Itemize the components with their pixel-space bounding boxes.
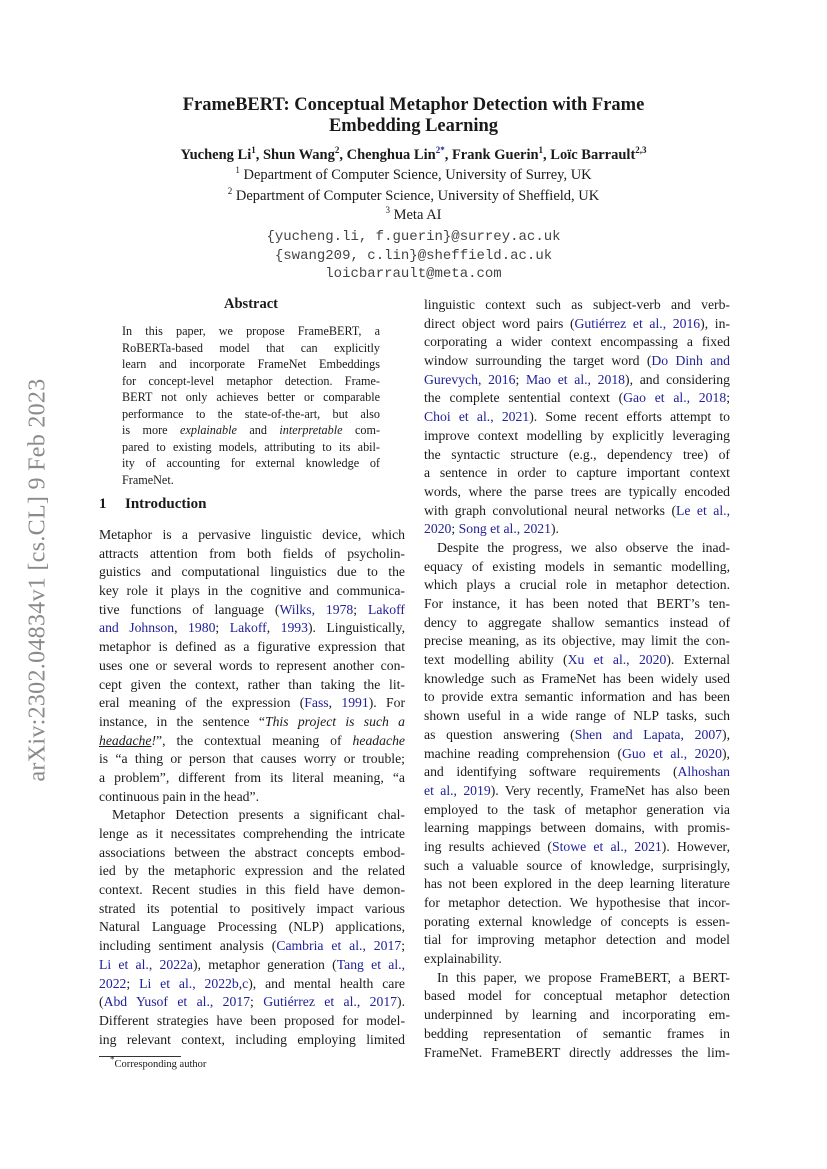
section-heading	[99, 496, 206, 513]
emphasis-text: headache	[352, 732, 405, 748]
title-line: FrameBERT: Conceptual Metaphor Detection with Frame	[182, 95, 645, 115]
citation-link[interactable]: Cambria et al., 2017	[276, 938, 402, 954]
text-line: cept given the context, rather than taking the lit-	[99, 676, 405, 692]
text-line: FrameNet. FrameBERT directly addresses the lim-	[424, 1044, 730, 1060]
text-line: FrameNet.	[122, 472, 174, 487]
left-column	[99, 526, 405, 1049]
citation-link[interactable]: Song et al., 2021	[458, 521, 551, 537]
text-line: context. Recent studies in this field have demon-	[99, 882, 405, 898]
text-line: For instance, it has been noted that BERT’s ten-	[424, 596, 730, 611]
text-line: a problem”, different from its literal meaning, “a	[99, 769, 405, 785]
citation-link[interactable]: 1991	[341, 695, 369, 711]
citation-link[interactable]: Gao et al., 2018	[623, 390, 727, 406]
text-line: et al., 2019). Very recently, FrameNet has also been	[424, 782, 730, 798]
text-line: In this paper, we propose FrameBERT, a BERT-	[437, 969, 730, 985]
text-line: the syntactic structure (e.g., dependency tree) of	[424, 446, 730, 462]
text-line: employed to the task of metaphor generation via	[424, 801, 730, 817]
text-line: In this paper, we propose FrameBERT, a	[122, 324, 380, 338]
citation-link[interactable]: Lakoff	[229, 620, 267, 636]
text-line: Choi et al., 2021). Some recent efforts attempt to	[424, 409, 730, 425]
emphasis-text: interpretable	[279, 423, 343, 437]
text-line: equacy of existing models in semantic modelling,	[424, 558, 730, 574]
footnote-mark: *	[110, 1054, 115, 1065]
text-line: based model for conceptual metaphor detection	[424, 988, 730, 1004]
author: Frank Guerin$^1$	[451, 145, 544, 163]
citation-link[interactable]: Stowe et al., 2021	[552, 838, 662, 854]
citation-link[interactable]: and Johnson	[99, 620, 175, 636]
text-line: ing results achieved (Stowe et al., 2021). However,	[424, 838, 730, 854]
text-line: for concept-level metaphor detection. Frame-	[122, 373, 380, 388]
text-line: BERT not only achieves better or comparable	[122, 390, 380, 404]
text-line: 2022; Li et al., 2022b,c), and mental health care	[99, 975, 406, 991]
text-line: is more explainable and interpretable com-	[122, 423, 380, 437]
email-1: {yucheng.li, f.guerin}@surrey.ac.uk	[266, 229, 561, 245]
text-line: ity of accounting for external knowledge of	[122, 456, 380, 470]
citation-link[interactable]: Shen and Lapata, 2007	[574, 726, 723, 742]
citation-link[interactable]: Guo et al., 2020	[622, 745, 722, 761]
affiliation-mark: 1	[235, 165, 240, 176]
text-line: metaphor is defined as a figurative expression that	[99, 639, 405, 655]
text-line: key role it plays in the cognitive and communica-	[99, 583, 405, 599]
abstract-heading: Abstract	[224, 296, 278, 312]
text-line: machine reading comprehension (Guo et al., 2020),	[424, 745, 730, 761]
text-line: associations between the abstract concepts embod-	[99, 844, 405, 860]
right-column	[424, 296, 730, 1062]
author: Chenghua Lin$^{2*}$	[346, 145, 445, 163]
text-line: has not been explored in the deep learning literature	[424, 876, 730, 892]
citation-link[interactable]: Mao et al., 2018	[525, 371, 626, 387]
affiliation-3	[0, 205, 827, 225]
author-affiliation-mark: 2	[334, 145, 340, 156]
affiliation-2	[0, 186, 827, 206]
author: Shun Wang$^2$	[262, 145, 340, 163]
text-line: knowledge such as FrameNet has been widely used	[424, 670, 730, 686]
email-2: {swang209, c.lin}@sheffield.ac.uk	[274, 248, 553, 264]
affiliation-1	[0, 165, 827, 185]
text-line: a sentence in order to capture important context	[424, 465, 730, 481]
text-line: the complete sentential context (Gao et al., 2018;	[424, 390, 730, 406]
text-line: linguistic context such as subject-verb and verb-	[424, 297, 730, 312]
text-line: dency to aggregate shallow semantics instead of	[424, 614, 730, 630]
citation-link[interactable]: et al., 2019	[424, 782, 491, 798]
text-line: for metaphor detection. We hypothesise that incor-	[424, 895, 730, 910]
author-affiliation-mark: 1	[251, 145, 256, 156]
text-line: attracts attention from both fields of psycholin-	[99, 545, 405, 561]
text-line: tive functions of language (Wilks, 1978; Lakoff	[99, 601, 405, 617]
text-line: words, where the parse trees are typically encoded	[424, 483, 730, 499]
text-line: as question answering (Shen and Lapata, 2007),	[424, 726, 730, 742]
emphasis-text: !	[151, 732, 157, 748]
text-line: including sentiment analysis (Cambria et al., 2017;	[99, 938, 405, 954]
text-line: tial for improving metaphor detection and model	[424, 932, 730, 948]
citation-link[interactable]: Choi et al., 2021	[424, 409, 530, 425]
text-line: precise meaning, as its objective, may limit the con-	[424, 633, 730, 649]
text-line: direct object word pairs (Gutiérrez et al., 2016), in-	[424, 315, 730, 331]
text-line: Metaphor Detection presents a significant chal-	[112, 807, 405, 823]
affiliation-text: Department of Computer Science, University of Surrey, UK	[243, 167, 592, 183]
text-line: learning mappings between domains, with promis-	[424, 820, 730, 836]
author-affiliation-mark: 2,3	[635, 145, 647, 156]
text-line: such a valuable source of knowledge, surprisingly,	[424, 857, 730, 873]
affiliation-mark: 2	[227, 186, 233, 197]
text-line: corporating a wider context encompassing a fixed	[424, 334, 730, 350]
text-line: continuous pain in the head”.	[99, 788, 260, 804]
author-list: Yucheng Li$^1$, Shun Wang$^2$, Chenghua Lin$^{2*}$, Frank Guerin$^1$, Loïc Barrault$^{2,3}$	[180, 145, 647, 163]
text-line: Metaphor is a pervasive linguistic device, which	[99, 527, 405, 542]
text-line: shown useful in a wide range of NLP tasks, such	[424, 708, 730, 724]
citation-link[interactable]: Tang et al.,	[336, 956, 405, 972]
text-line: 2020; Song et al., 2021).	[424, 521, 559, 537]
text-line: text modelling ability (Xu et al., 2020). External	[424, 652, 731, 668]
paper-title	[0, 95, 827, 137]
citation-link[interactable]: 1993	[280, 620, 308, 636]
affiliation-text: Meta AI	[393, 207, 442, 223]
text-line: window surrounding the target word (Do Dinh and	[424, 353, 731, 369]
citation-link[interactable]: Alhoshan	[677, 764, 730, 780]
arxiv-stamp: arXiv:2302.04834v1 [cs.CL] 9 Feb 2023	[24, 378, 51, 782]
text-line: porating external knowledge of concepts is essen-	[424, 913, 730, 929]
text-line: Despite the progress, we also observe the inad-	[437, 539, 730, 555]
citation-link[interactable]: Gurevych, 2016	[424, 371, 516, 387]
citation-link[interactable]: c	[242, 975, 249, 991]
text-line: ing relevant context, including employing limited	[99, 1031, 405, 1047]
citation-link[interactable]: Fass	[304, 695, 329, 711]
text-line: improve context modelling by explicitly leveraging	[424, 427, 730, 443]
citation-link[interactable]: Wilks, 1978	[279, 601, 354, 617]
email-3: loicbarrault@meta.com	[325, 266, 502, 282]
affiliation-text: Department of Computer Science, University of Sheffield, UK	[235, 188, 600, 204]
text-line: pared to existing models, attributing to its abil-	[122, 439, 380, 454]
affiliation-mark: 3	[385, 205, 390, 216]
citation-link[interactable]: Le et al.,	[676, 502, 730, 518]
author-affiliation-mark: 1	[538, 145, 544, 156]
title-line: Embedding Learning	[328, 116, 499, 136]
footnote-text: Corresponding author	[114, 1059, 207, 1070]
text-line: eral meaning of the expression (Fass, 1991). For	[99, 695, 405, 711]
text-line: is “a thing or person that causes worry or trouble;	[99, 751, 405, 767]
text-line: learn and incorporate FrameNet Embeddings	[122, 357, 380, 371]
text-line: guistics and computational linguistics due to the	[99, 564, 405, 580]
text-line: bedding representation of semantic frames in	[424, 1025, 730, 1041]
text-line: and identifying software requirements (Alhoshan	[424, 764, 730, 780]
author-affiliation-mark[interactable]: 2*	[435, 145, 445, 156]
citation-link[interactable]: Abd Yusof et al., 2017	[103, 994, 251, 1010]
citation-link[interactable]: Gutiérrez et al., 2017	[263, 994, 398, 1010]
emphasis-text: explainable	[180, 423, 237, 437]
text-line: Li et al., 2022a), metaphor generation (Tang et al.,	[99, 956, 405, 972]
footnote	[110, 1054, 207, 1070]
citation-link[interactable]: Xu et al., 2020	[567, 652, 667, 668]
text-line: Different strategies have been proposed for model-	[99, 1012, 405, 1028]
text-line: and Johnson, 1980; Lakoff, 1993). Linguistically,	[99, 620, 406, 636]
citation-link[interactable]: Do Dinh and	[651, 353, 731, 369]
abstract-body	[122, 323, 380, 488]
citation-link[interactable]: Li et al., 2022a	[99, 956, 193, 972]
text-line: underpinned by learning and incorporating em-	[424, 1007, 730, 1023]
section-title: Introduction	[125, 496, 207, 512]
text-line: which plays a crucial role in metaphor detection.	[424, 577, 730, 593]
text-line: ied by the metaphoric expression and the related	[99, 863, 405, 879]
emphasis-text: This project is such a	[264, 713, 405, 729]
text-line: strated its potential to positively impact various	[99, 900, 405, 916]
text-line: instance, in the sentence “This project is such a	[99, 713, 405, 729]
author: Yucheng Li$^1$	[180, 145, 256, 163]
text-line: performance to the state-of-the-art, but also	[122, 406, 380, 421]
citation-link[interactable]: Li et al., 2022b	[139, 975, 239, 991]
citation-link[interactable]: 1980	[188, 620, 216, 636]
text-line: explainability.	[424, 951, 502, 967]
author: Loïc Barrault$^{2,3}$	[550, 145, 647, 163]
text-line: (Abd Yusof et al., 2017; Gutiérrez et al., 2017).	[99, 994, 405, 1010]
section-number: 1	[99, 496, 107, 512]
citation-link[interactable]: 2022	[99, 975, 127, 991]
text-line: to provide extra semantic information and has been	[424, 689, 730, 705]
text-line: Gurevych, 2016; Mao et al., 2018), and considering	[424, 371, 730, 387]
text-line: lenge as it necessitates comprehending the intricate	[99, 826, 405, 841]
text-line: Natural Language Processing (NLP) applications,	[99, 919, 405, 935]
text-line: uses one or several words to represent another con-	[99, 657, 405, 673]
citation-link[interactable]: 2020	[424, 521, 452, 537]
text-line: headache!”, the contextual meaning of headache	[99, 732, 405, 748]
text-line: RoBERTa-based model that can explicitly	[122, 340, 380, 355]
citation-link[interactable]: Gutiérrez et al., 2016	[574, 315, 701, 331]
citation-link[interactable]: Lakoff	[367, 601, 405, 617]
emphasis-text: headache	[99, 732, 152, 748]
text-line: with graph convolutional neural networks (Le et al.,	[424, 502, 730, 518]
